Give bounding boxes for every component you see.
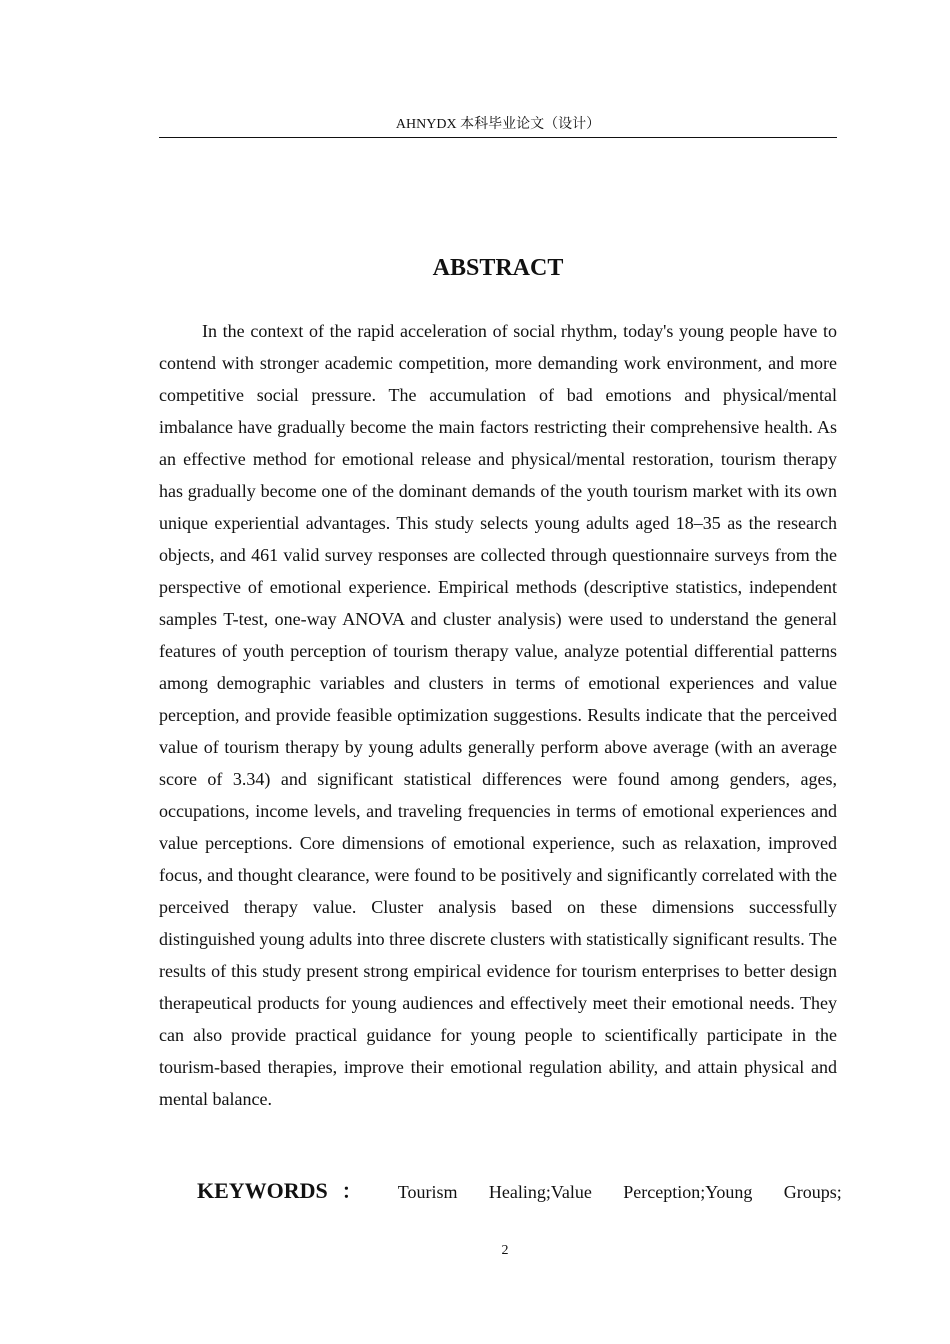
- abstract-body: In the context of the rapid acceleration of social rhythm, today's young people have to contend with stronger academic competition, more demanding work environment, and more competitive social pressure. The accumulation of bad emotions and physical/mental imbalance have gradually become the main factors restricting their comprehensive health. As an effective method for emotional release and physical/mental restoration, tourism therapy has gradually become one of the dominant demands of the youth tourism market with its own unique experiential advantages. This study selects young adults aged 18–35 as the research objects, and 461 valid survey responses are collected through questionnaire surveys from the perspective of emotional experience. Empirical methods (descriptive statistics, independent samples T-test, one-way ANOVA and cluster analysis) were used to understand the general features of youth perception of tourism therapy value, analyze potential differential patterns among demographic variables and clusters in terms of emotional experiences and value perception, and provide feasible optimization suggestions. Results indicate that the perceived value of tourism therapy by young adults generally perform above average (with an average score of 3.34) and significant statistical differences were found among genders, ages, occupations, income levels, and traveling frequencies in terms of emotional experiences and value perceptions. Core dimensions of emotional experience, such as relaxation, improved focus, and thought clearance, were found to be positively and significantly correlated with the perceived therapy value. Cluster analysis based on these dimensions successfully distinguished young adults into three discrete clusters with statistically significant results. The results of this study present strong empirical evidence for tourism enterprises to better design therapeutical products for young audiences and effectively meet their emotional needs. They can also provide practical guidance for young people to scientifically participate in the tourism-based therapies, improve their emotional regulation ability, and attain physical and mental balance.: [159, 321, 837, 1109]
- page-number: 2: [501, 1243, 509, 1258]
- abstract-title: ABSTRACT: [432, 255, 564, 281]
- keywords-line: [159, 1175, 842, 1208]
- keywords-label: KEYWORDS: [197, 1178, 328, 1203]
- running-header: AHNYDX 本科毕业论文（设计）: [395, 117, 601, 132]
- keywords-colon: ：: [341, 1181, 362, 1203]
- header-divider: [159, 137, 837, 138]
- keywords-values: Tourism Healing;Value Perception;Young Groups;: [397, 1182, 842, 1202]
